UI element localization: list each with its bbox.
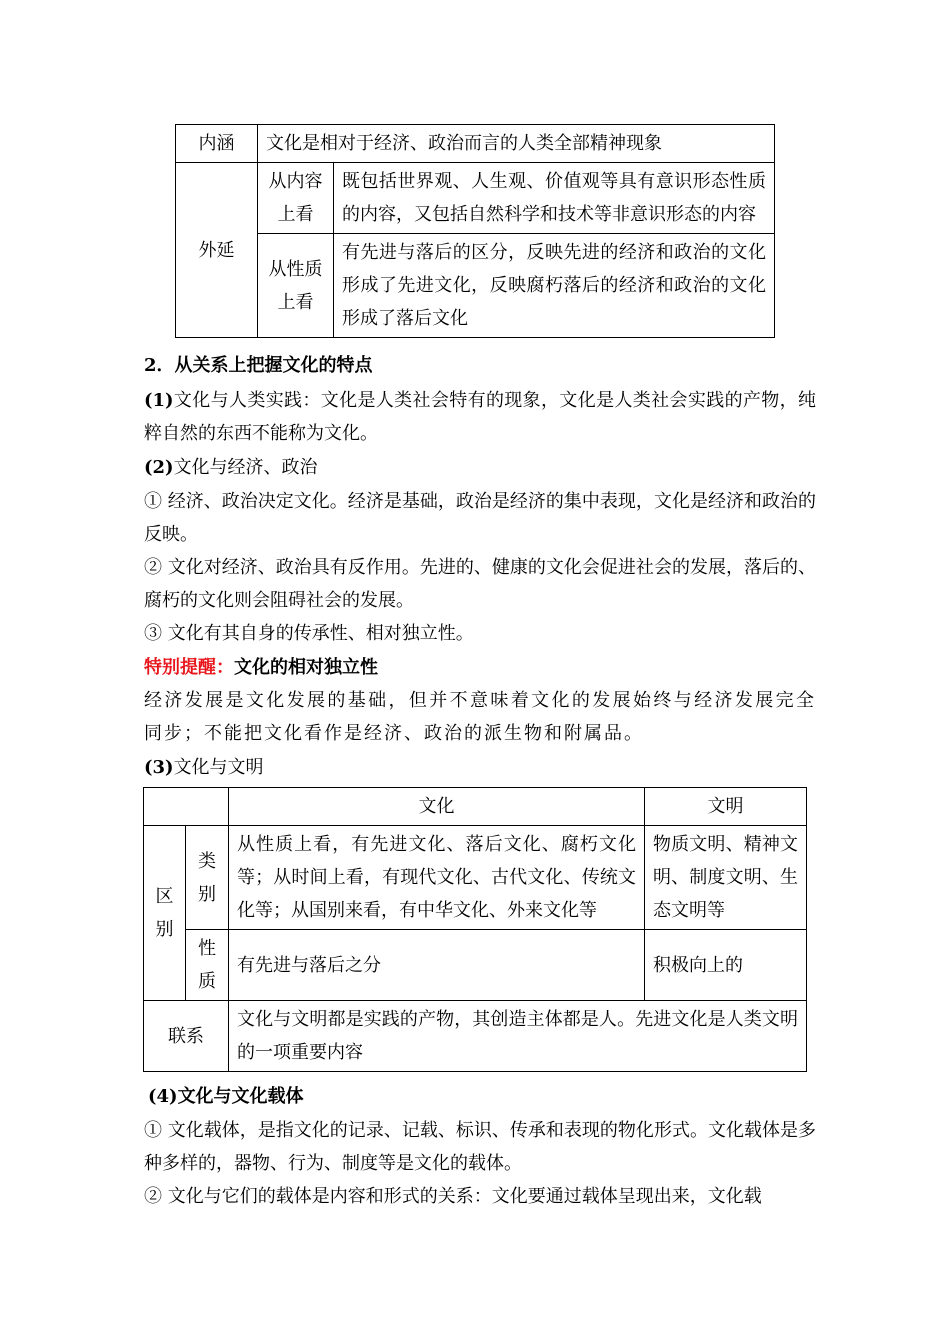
table-cell-label: 外延 <box>176 163 258 338</box>
paragraph-text: 文化与文明 <box>173 757 264 778</box>
table-cell-content: 既包括世界观、人生观、价值观等具有意识形态性质的内容，又包括自然科学和技术等非意识形态的内容 <box>334 163 775 234</box>
list-item: ② 文化对经济、政治具有反作用。先进的、健康的文化会促进社会的发展，落后的、腐朽的文化则会阻碍社会的发展。 <box>144 557 816 611</box>
table-cell-content: 文化是相对于经济、政治而言的人类全部精神现象 <box>258 125 775 163</box>
table-row <box>144 826 807 930</box>
paragraph-number: (3) <box>144 757 174 778</box>
reminder-title: 文化的相对独立性 <box>234 657 378 678</box>
label-char: 区 <box>155 886 174 907</box>
table-cell-sublabel <box>258 234 334 338</box>
table-cell-label: 内涵 <box>176 125 258 163</box>
paragraph-text: 文化与经济、政治 <box>173 457 318 478</box>
reminder-label: 特别提醒： <box>144 657 234 678</box>
table-header-cell: 文明 <box>645 788 807 826</box>
paragraph-number: (2) <box>144 457 174 478</box>
paragraph <box>144 384 816 450</box>
paragraph <box>144 751 816 784</box>
table-cell-content: 文化与文明都是实践的产物，其创造主体都是人。先进文化是人类文明的一项重要内容 <box>229 1001 807 1072</box>
table-row <box>144 930 807 1001</box>
table-row <box>176 125 775 163</box>
culture-definition-table <box>175 124 775 338</box>
paragraph <box>148 1080 820 1113</box>
paragraph <box>144 451 816 484</box>
section-title: 2．从关系上把握文化的特点 <box>144 355 373 376</box>
label-char: 质 <box>198 971 216 992</box>
table-row <box>176 234 775 338</box>
sublabel-line: 上看 <box>277 204 314 225</box>
table-header-cell: 文化 <box>229 788 645 826</box>
label-char: 别 <box>155 919 174 940</box>
label-char: 别 <box>198 883 216 905</box>
table-cell-label: 联系 <box>144 1001 229 1072</box>
list-item: ① 文化载体，是指文化的记录、记载、标识、传承和表现的物化形式。文化载体是多种多样的，器物、行为、制度等是文化的载体。 <box>144 1120 816 1174</box>
table-cell-label <box>144 826 186 1001</box>
sublabel-line: 上看 <box>277 291 314 313</box>
table-cell-content: 积极向上的 <box>645 930 807 1001</box>
table-row <box>144 1001 807 1072</box>
label-char: 性 <box>198 938 216 959</box>
special-reminder-heading <box>144 651 816 684</box>
sublabel-line: 从内容 <box>268 171 323 192</box>
paragraph-number: (1) <box>144 390 174 411</box>
paragraph-number: (4) <box>148 1086 178 1107</box>
list-item: ③ 文化有其自身的传承性、相对独立性。 <box>144 623 474 644</box>
table-corner-cell <box>144 788 229 826</box>
table-cell-sublabel <box>186 826 229 930</box>
list-item: ② 文化与它们的载体是内容和形式的关系：文化要通过载体呈现出来，文化载 <box>144 1186 762 1207</box>
label-char: 类 <box>198 850 216 872</box>
culture-civilization-table <box>143 787 807 1072</box>
paragraph-text: 文化与文化载体 <box>177 1086 304 1107</box>
table-cell-sublabel <box>186 930 229 1001</box>
table-cell-content: 有先进与落后之分 <box>229 930 645 1001</box>
table-cell-content: 有先进与落后的区分，反映先进的经济和政治的文化形成了先进文化，反映腐朽落后的经济和政治的文化形成了落后文化 <box>334 234 775 338</box>
table-cell-sublabel <box>258 163 334 234</box>
paragraph-text: 文化与人类实践：文化是人类社会特有的现象，文化是人类社会实践的产物，纯粹自然的东西不能称为文化。 <box>144 390 816 444</box>
table-row <box>176 163 775 234</box>
list-item: ① 经济、政治决定文化。经济是基础，政治是经济的集中表现，文化是经济和政治的反映。 <box>144 491 816 545</box>
table-cell-content: 从性质上看，有先进文化、落后文化、腐朽文化等；从时间上看，有现代文化、古代文化、传统文化等；从国别来看，有中华文化、外来文化等 <box>229 826 645 930</box>
table-header-row <box>144 788 807 826</box>
table-cell-content: 物质文明、精神文明、制度文明、生态文明等 <box>645 826 807 930</box>
reminder-text: 经济发展是文化发展的基础，但并不意味着文化的发展始终与经济发展完全同步；不能把文化看作是经济、政治的派生物和附属品。 <box>144 690 816 744</box>
sublabel-line: 从性质 <box>268 258 323 280</box>
